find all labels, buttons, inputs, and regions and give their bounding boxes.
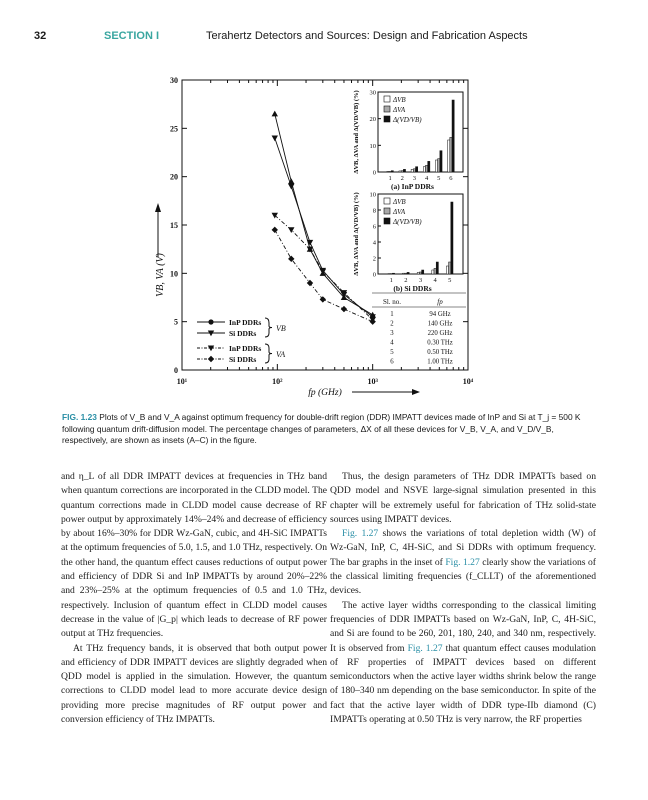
inset-bar (438, 159, 440, 172)
inset-legend-swatch (384, 106, 390, 112)
table-cell: 0.50 THz (427, 349, 453, 356)
data-point (369, 318, 375, 324)
inset-legend-label: Δ(VD/VB) (393, 218, 422, 226)
y-tick-label: 30 (170, 76, 178, 85)
table-header: fp (437, 298, 443, 306)
inset-bar (399, 171, 401, 172)
inset-legend-swatch (384, 116, 390, 122)
body-paragraph (330, 527, 596, 598)
inset-y-tick-label: 0 (372, 169, 376, 177)
inset-x-tick-label: 1 (388, 175, 392, 182)
data-point (272, 227, 278, 233)
x-tick-label: 10² (272, 377, 283, 386)
data-point (272, 135, 278, 141)
inset-x-tick-label: 4 (433, 277, 437, 284)
table-cell: 3 (390, 330, 394, 337)
inset-bar (434, 268, 436, 274)
legend-label: Si DDRs (229, 329, 257, 338)
inset-y-tick-label: 30 (369, 89, 376, 97)
body-paragraph: and η_L of all DDR IMPATT devices at frequencies in THz band when quantum corrections are incorporated in the CLDD model. The quantum corrections made in CLDD model cause decrease of RF power output by approximately 14%–24% and decrease of efficiency by about 16%–30% for DDR Wz-GaN, cubic, and 4H-SiC IMPATTs at the optimum frequencies of 5.0, 1.5, and 1.0 THz, respectively. On the other hand, the quantum effect causes reductions of output power and efficiency of DDR Si and InP IMPATTs by around 20%–22% and 23%–25% at the optimum frequencies of 0.5 and 1.0 THz, respectively. Inclusion of quantum effect in CLDD model causes decrease in the value of |G_p| which leads to decrease of RF power output at THz frequencies. (61, 471, 327, 640)
y-tick-label: 5 (174, 317, 178, 327)
y-tick-label: 20 (170, 172, 178, 182)
inset-legend-swatch (384, 96, 390, 102)
data-point (341, 306, 347, 312)
inset-bar (440, 151, 442, 172)
y-axis-arrow-head (155, 203, 161, 212)
body-text: clearly show the variations of the classical limiting frequencies (f_CLLT) of the aforementioned devices. (330, 556, 596, 597)
inset-bar (401, 171, 403, 172)
inset-bar (392, 273, 394, 274)
legend-marker (208, 356, 214, 362)
inset-bar (389, 171, 391, 172)
x-tick-label: 10⁴ (462, 377, 474, 386)
inset-bar (450, 137, 452, 172)
y-tick-label: 25 (170, 124, 178, 134)
inset-x-tick-label: 6 (449, 175, 453, 182)
x-axis-label: fp (GHz) (308, 388, 342, 398)
x-tick-label: 10¹ (176, 377, 188, 386)
inset-legend-swatch (384, 218, 390, 224)
inset-y-tick-label: 10 (369, 191, 376, 199)
inset-title: (a) InP DDRs (391, 182, 434, 191)
inset-bar (413, 169, 415, 172)
inset-y-tick-label: 20 (369, 116, 376, 124)
body-column-right (330, 470, 596, 727)
inset-y-axis-label: ΔVB, ΔVA and Δ(VD/VB) (%) (353, 90, 360, 174)
inset-legend-swatch (384, 198, 390, 204)
y-tick-label: 0 (174, 366, 178, 375)
inset-bar (449, 262, 451, 274)
inset-bar (425, 165, 427, 172)
data-point (272, 111, 278, 117)
y-axis-label: VB, VA (V) (155, 253, 166, 297)
inset-y-tick-label: 0 (372, 271, 376, 279)
inset-bar (446, 266, 448, 274)
figure-link[interactable]: Fig. 1.27 (342, 528, 379, 540)
inset-bar (403, 273, 405, 274)
inset-x-tick-label: 2 (400, 175, 404, 182)
inset-bar (419, 272, 421, 274)
table-header: Sl. no. (382, 298, 402, 306)
inset-bar (428, 161, 430, 172)
inset-bar (435, 160, 437, 172)
legend-brace (265, 318, 272, 337)
inset-bar (411, 169, 413, 172)
table-cell: 1 (390, 311, 394, 318)
inset-x-tick-label: 4 (424, 175, 429, 182)
inset-bar (407, 272, 409, 274)
inset-legend-label: ΔVB (393, 96, 406, 104)
figure-link[interactable]: Fig. 1.27 (445, 556, 480, 568)
legend-label: Si DDRs (229, 355, 257, 364)
inset-bar (448, 140, 450, 172)
inset-y-tick-label: 2 (372, 255, 376, 263)
x-axis-arrow-head (412, 389, 420, 395)
caption-label: FIG. 1.23 (62, 412, 97, 422)
table-cell: 1.00 THz (427, 358, 453, 366)
data-point (288, 227, 294, 233)
figure-link[interactable]: Fig. 1.27 (407, 642, 443, 654)
inset-bar (422, 270, 424, 274)
y-tick-label: 10 (170, 269, 178, 279)
legend-label: InP DDRs (229, 344, 262, 353)
page-number: 32 (34, 30, 47, 42)
caption-text: Plots of V_B and V_A against optimum frequency for double-drift region (DDR) IMPATT devices made of InP and Si at T_j = 500 K following quantum drift-diffusion model. The percentage changes of parameters, ΔX of all these devices for V_B, V_A, and V_D/V_B, respectively, are shown as insets (A–C) in the figure. (62, 412, 581, 445)
body-text: The active layer widths corresponding to the classical limiting frequencies of DDR IMPATTs based on Wz-GaN, InP, C, 4H-SiC, and Si are found to be 260, 201, 180, 240, and 340 nm, respectively. It is observed from (330, 599, 596, 654)
inset-y-axis-label: ΔVB, ΔVA and Δ(VD/VB) (%) (353, 192, 360, 276)
section-label: SECTION I (104, 30, 160, 42)
x-tick-label: 10³ (367, 377, 378, 386)
body-paragraph: Thus, the design parameters of THz DDR IMPATTs based on QDD model and NSVE large-signal simulation presented in this chapter will be extremely useful for fabrication of THz solid-state sources using IMPATT devices. (330, 471, 596, 525)
inset-legend-label: ΔVB (393, 198, 406, 206)
inset-bar (423, 167, 425, 172)
inset-x-tick-label: 5 (448, 277, 452, 284)
inset-title: (b) Si DDRs (393, 284, 432, 293)
body-paragraph (330, 599, 596, 728)
legend-group-label: VA (276, 350, 286, 359)
inset-y-tick-label: 8 (372, 207, 376, 215)
table-cell: 5 (390, 349, 394, 356)
table-cell: 6 (390, 358, 394, 366)
table-cell: 220 GHz (427, 330, 453, 337)
legend-marker (208, 319, 213, 324)
inset-bar (417, 272, 419, 274)
data-point (320, 269, 326, 275)
body-text: shows the variations of total depletion width (W) of Wz-GaN, InP, C, 4H-SiC, and Si DDRs with optimum frequency. The bar graphs in the inset of (330, 528, 596, 568)
inset-y-tick-label: 6 (372, 223, 376, 231)
inset-x-tick-label: 3 (412, 175, 417, 182)
table-cell: 2 (390, 320, 394, 328)
inset-x-tick-label: 3 (418, 277, 423, 284)
inset-bar (416, 167, 418, 172)
inset-y-tick-label: 4 (372, 239, 376, 247)
inset-legend-label: ΔVA (393, 106, 406, 114)
inset-bar (391, 171, 393, 172)
body-column-left (61, 470, 327, 727)
inset-bar (451, 202, 453, 274)
table-cell: 0.30 THz (427, 339, 453, 347)
body-text: that quantum effect causes modulation of RF properties of IMPATT devices based on different semiconductors when the active layer widths shrink below the range of 180–340 nm depending on the base semiconductor. In spite of the fact that the active layer width of DDR type-IIb diamond (C) IMPATTs operating at 0.50 THz is very narrow, the RF properties (330, 642, 596, 726)
inset-bar (436, 262, 438, 274)
inset-legend-swatch (384, 208, 390, 214)
body-paragraph: At THz frequency bands, it is observed that both output power and efficiency of DDR IMPATT devices are slightly degraded when QDD model is applied in the simulation. However, the quantum corrections to CLDD model lead to more accurate device design providing more precise magnitudes of RF output power and conversion efficiency of THz IMPATTs. (61, 642, 327, 726)
inset-bar (432, 270, 434, 274)
inset-x-tick-label: 5 (437, 175, 441, 182)
inset-y-tick-label: 10 (369, 142, 376, 150)
inset-legend-label: Δ(VD/VB) (393, 116, 422, 124)
legend-label: InP DDRs (229, 318, 262, 327)
table-cell: 94 GHz (429, 311, 451, 318)
inset-bar (405, 273, 407, 274)
inset-bar (387, 171, 389, 172)
legend-group-label: VB (276, 324, 286, 333)
y-tick-label: 15 (170, 221, 178, 230)
running-title: Terahertz Detectors and Sources: Design and Fabrication Aspects (206, 30, 528, 42)
inset-bar (403, 169, 405, 172)
inset-x-tick-label: 1 (389, 277, 393, 284)
figure-caption (62, 412, 584, 447)
legend-brace (265, 344, 272, 363)
inset-bar (452, 100, 454, 172)
inset-x-tick-label: 2 (404, 277, 408, 284)
table-cell: 140 GHz (427, 320, 453, 328)
table-cell: 4 (390, 339, 394, 347)
inset-legend-label: ΔVA (393, 208, 406, 216)
